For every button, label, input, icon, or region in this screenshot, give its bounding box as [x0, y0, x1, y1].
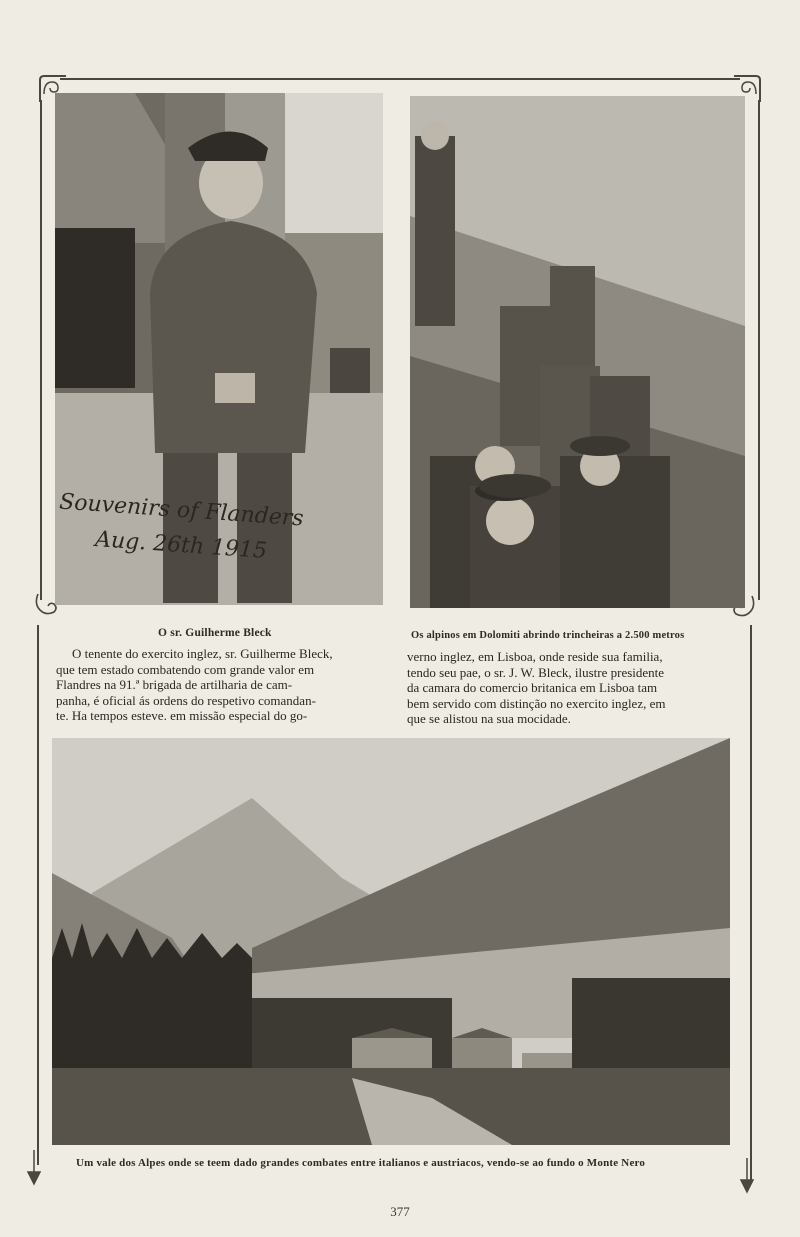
- frame-right-lower-line: [750, 625, 752, 1180]
- trenches-photo: [410, 96, 745, 608]
- photo-inscription-line2: Aug. 26th 1915: [94, 527, 268, 564]
- article-left-line: Flandres na 91.ª brigada de artilharia de cam-: [56, 677, 293, 692]
- frame-right-line: [758, 100, 760, 600]
- ornament-bottom-right-icon: [737, 1158, 757, 1194]
- page-number: 377: [390, 1204, 410, 1219]
- frame-left-line: [40, 100, 42, 600]
- frame-left-lower-line: [37, 625, 39, 1165]
- frame-top-line: [60, 78, 740, 80]
- article-left-line: que tem estado combatendo com grande valor em: [56, 661, 315, 677]
- article-right-line: da camara do comercio britanica em Lisboa tam: [407, 680, 658, 695]
- article-right-line: verno inglez, em Lisboa, onde reside sua familia,: [407, 649, 663, 664]
- valley-caption: Um vale dos Alpes onde se teem dado grandes combates entre italianos e austriacos, vendo-se ao fundo o Monte Nero: [76, 1157, 646, 1169]
- photo-inscription-line1: Souvenirs of Flanders: [58, 489, 305, 532]
- trenches-caption: Os alpinos em Dolomiti abrindo trincheiras a 2.500 metros: [411, 630, 685, 641]
- article-left-line: O tenente do exercito inglez, sr. Guilherme Bleck,: [72, 646, 333, 661]
- article-left-line: panha, é oficial ás ordens do respetivo comandan-: [56, 692, 316, 708]
- article-left-column: [56, 646, 380, 724]
- article-right-column: [407, 649, 729, 727]
- portrait-photo: [55, 93, 383, 605]
- portrait-caption: O sr. Guilherme Bleck: [158, 627, 272, 639]
- article-right-line: que se alistou na sua mocidade.: [407, 711, 571, 726]
- article-left-line: te. Ha tempos esteve. em missão especial do go-: [56, 708, 308, 723]
- article-right-line: tendo seu pae, o sr. J. W. Bleck, ilustre presidente: [407, 664, 665, 680]
- valley-photo: [52, 738, 730, 1145]
- article-right-line: bem servido com distinção no exercito inglez, em: [407, 695, 666, 711]
- ornament-bottom-left-icon: [24, 1150, 44, 1186]
